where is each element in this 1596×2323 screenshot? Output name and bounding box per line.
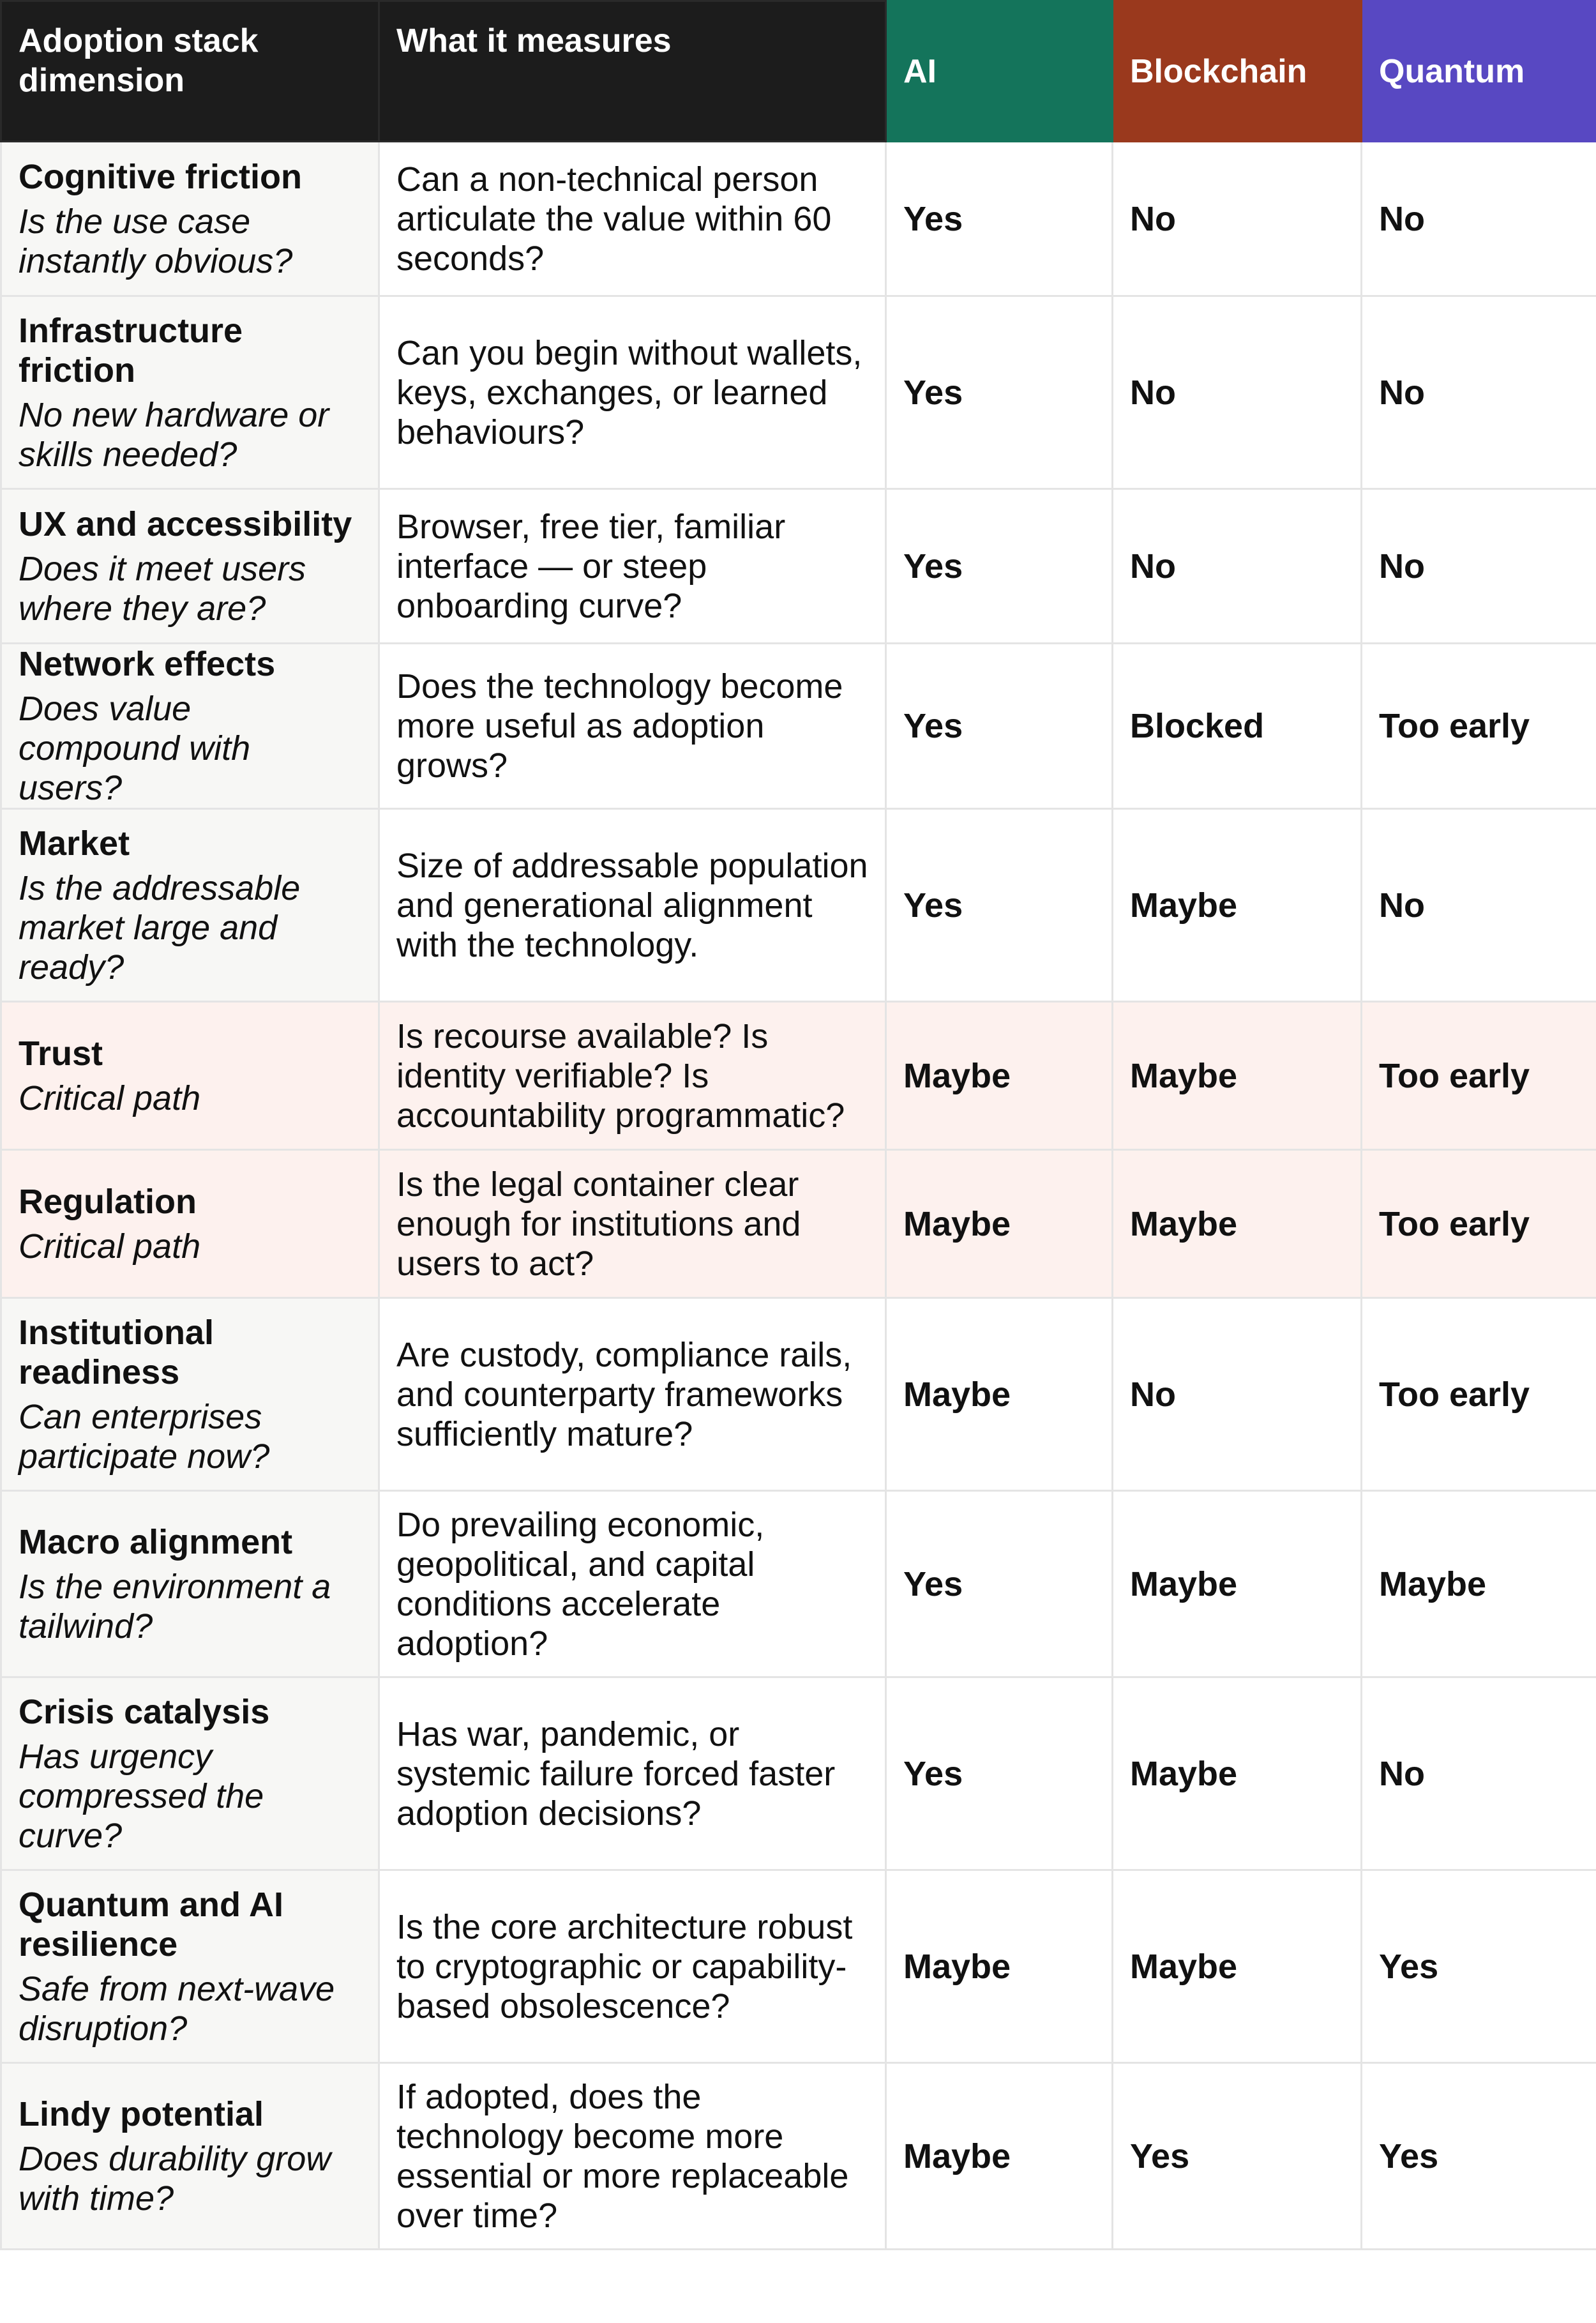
measure-cell: Are custody, compliance rails, and counterparty frameworks sufficiently mature? (379, 1298, 886, 1491)
quantum-rating-cell: Too early (1362, 1150, 1596, 1298)
ai-rating-cell: Yes (886, 296, 1113, 489)
ai-rating-cell: Yes (886, 809, 1113, 1002)
dimension-title: Regulation (19, 1182, 197, 1221)
table-row (1, 1002, 1596, 1150)
table-row (1, 2063, 1596, 2250)
dimension-cell (1, 809, 379, 1002)
dimension-title: Cognitive friction (19, 157, 302, 196)
dimension-title: Macro alignment (19, 1522, 293, 1561)
dimension-title: Trust (19, 1034, 103, 1073)
measure-cell: Do prevailing economic, geopolitical, and capital conditions accelerate adoption? (379, 1491, 886, 1677)
quantum-rating-cell: No (1362, 142, 1596, 296)
dimension-title: Quantum and AI resilience (19, 1885, 283, 1964)
blockchain-rating-cell: No (1113, 489, 1362, 644)
dimension-cell (1, 296, 379, 489)
table-row (1, 1870, 1596, 2063)
ai-rating-cell: Yes (886, 644, 1113, 809)
measure-cell: If adopted, does the technology become more essential or more replaceable over time? (379, 2063, 886, 2250)
quantum-rating-cell: No (1362, 809, 1596, 1002)
blockchain-rating-cell: Maybe (1113, 809, 1362, 1002)
dimension-cell (1, 1491, 379, 1677)
table-row (1, 644, 1596, 809)
blockchain-rating-cell: No (1113, 296, 1362, 489)
measure-cell: Does the technology become more useful as adoption grows? (379, 644, 886, 809)
dimension-question: Does it meet users where they are? (19, 549, 306, 628)
dimension-cell (1, 1298, 379, 1491)
header-dimension: Adoption stack dimension (1, 1, 379, 142)
dimension-title: UX and accessibility (19, 504, 352, 543)
table-row (1, 1298, 1596, 1491)
header-ai: AI (886, 1, 1113, 142)
table-row (1, 809, 1596, 1002)
dimension-cell (1, 1870, 379, 2063)
dimension-question: No new hardware or skills needed? (19, 395, 329, 474)
dimension-title: Network effects (19, 645, 276, 683)
dimension-question: Has urgency compressed the curve? (19, 1737, 264, 1855)
measure-cell: Is the legal container clear enough for institutions and users to act? (379, 1150, 886, 1298)
ai-rating-cell: Maybe (886, 1150, 1113, 1298)
header-measures: What it measures (379, 1, 886, 142)
table-row (1, 489, 1596, 644)
dimension-cell (1, 142, 379, 296)
blockchain-rating-cell: Maybe (1113, 1150, 1362, 1298)
quantum-rating-cell: No (1362, 1677, 1596, 1870)
dimension-question: Critical path (19, 1078, 201, 1117)
dimension-question: Is the addressable market large and ready? (19, 868, 301, 987)
header-row (1, 1, 1596, 142)
table-row (1, 1491, 1596, 1677)
measure-cell: Size of addressable population and generational alignment with the technology. (379, 809, 886, 1002)
dimension-cell (1, 1677, 379, 1870)
table-body (1, 142, 1596, 2250)
dimension-cell (1, 644, 379, 809)
dimension-question: Can enterprises participate now? (19, 1397, 270, 1476)
ai-rating-cell: Yes (886, 1491, 1113, 1677)
blockchain-rating-cell: Maybe (1113, 1870, 1362, 2063)
quantum-rating-cell: Too early (1362, 1298, 1596, 1491)
ai-rating-cell: Yes (886, 1677, 1113, 1870)
blockchain-rating-cell: Maybe (1113, 1677, 1362, 1870)
blockchain-rating-cell: Blocked (1113, 644, 1362, 809)
header-quantum: Quantum (1362, 1, 1596, 142)
dimension-question: Does durability grow with time? (19, 2139, 331, 2218)
dimension-cell (1, 489, 379, 644)
ai-rating-cell: Yes (886, 142, 1113, 296)
quantum-rating-cell: Too early (1362, 644, 1596, 809)
dimension-cell (1, 1150, 379, 1298)
dimension-title: Infrastructure friction (19, 311, 243, 390)
blockchain-rating-cell: Maybe (1113, 1002, 1362, 1150)
measure-cell: Browser, free tier, familiar interface — or steep onboarding curve? (379, 489, 886, 644)
dimension-question: Critical path (19, 1227, 201, 1266)
blockchain-rating-cell: Maybe (1113, 1491, 1362, 1677)
dimension-cell (1, 1002, 379, 1150)
measure-cell: Has war, pandemic, or systemic failure forced faster adoption decisions? (379, 1677, 886, 1870)
measure-cell: Is recourse available? Is identity verifiable? Is accountability programmatic? (379, 1002, 886, 1150)
dimension-question: Is the environment a tailwind? (19, 1567, 331, 1646)
measure-cell: Is the core architecture robust to cryptographic or capability-based obsolescence? (379, 1870, 886, 2063)
dimension-title: Institutional readiness (19, 1313, 214, 1391)
header-blockchain: Blockchain (1113, 1, 1362, 142)
ai-rating-cell: Yes (886, 489, 1113, 644)
dimension-question: Does value compound with users? (19, 690, 251, 807)
dimension-title: Market (19, 824, 130, 863)
dimension-cell (1, 2063, 379, 2250)
table-header (1, 1, 1596, 142)
ai-rating-cell: Maybe (886, 1870, 1113, 2063)
quantum-rating-cell: No (1362, 296, 1596, 489)
quantum-rating-cell: No (1362, 489, 1596, 644)
measure-cell: Can a non-technical person articulate the value within 60 seconds? (379, 142, 886, 296)
ai-rating-cell: Maybe (886, 2063, 1113, 2250)
quantum-rating-cell: Yes (1362, 1870, 1596, 2063)
dimension-question: Safe from next-wave disruption? (19, 1969, 335, 2048)
dimension-title: Lindy potential (19, 2094, 264, 2133)
table-row (1, 1677, 1596, 1870)
quantum-rating-cell: Too early (1362, 1002, 1596, 1150)
blockchain-rating-cell: No (1113, 1298, 1362, 1491)
ai-rating-cell: Maybe (886, 1002, 1113, 1150)
quantum-rating-cell: Yes (1362, 2063, 1596, 2250)
table-row (1, 1150, 1596, 1298)
table-row (1, 296, 1596, 489)
table-row (1, 142, 1596, 296)
ai-rating-cell: Maybe (886, 1298, 1113, 1491)
dimension-title: Crisis catalysis (19, 1692, 270, 1731)
quantum-rating-cell: Maybe (1362, 1491, 1596, 1677)
dimension-question: Is the use case instantly obvious? (19, 202, 293, 280)
blockchain-rating-cell: No (1113, 142, 1362, 296)
blockchain-rating-cell: Yes (1113, 2063, 1362, 2250)
measure-cell: Can you begin without wallets, keys, exchanges, or learned behaviours? (379, 296, 886, 489)
